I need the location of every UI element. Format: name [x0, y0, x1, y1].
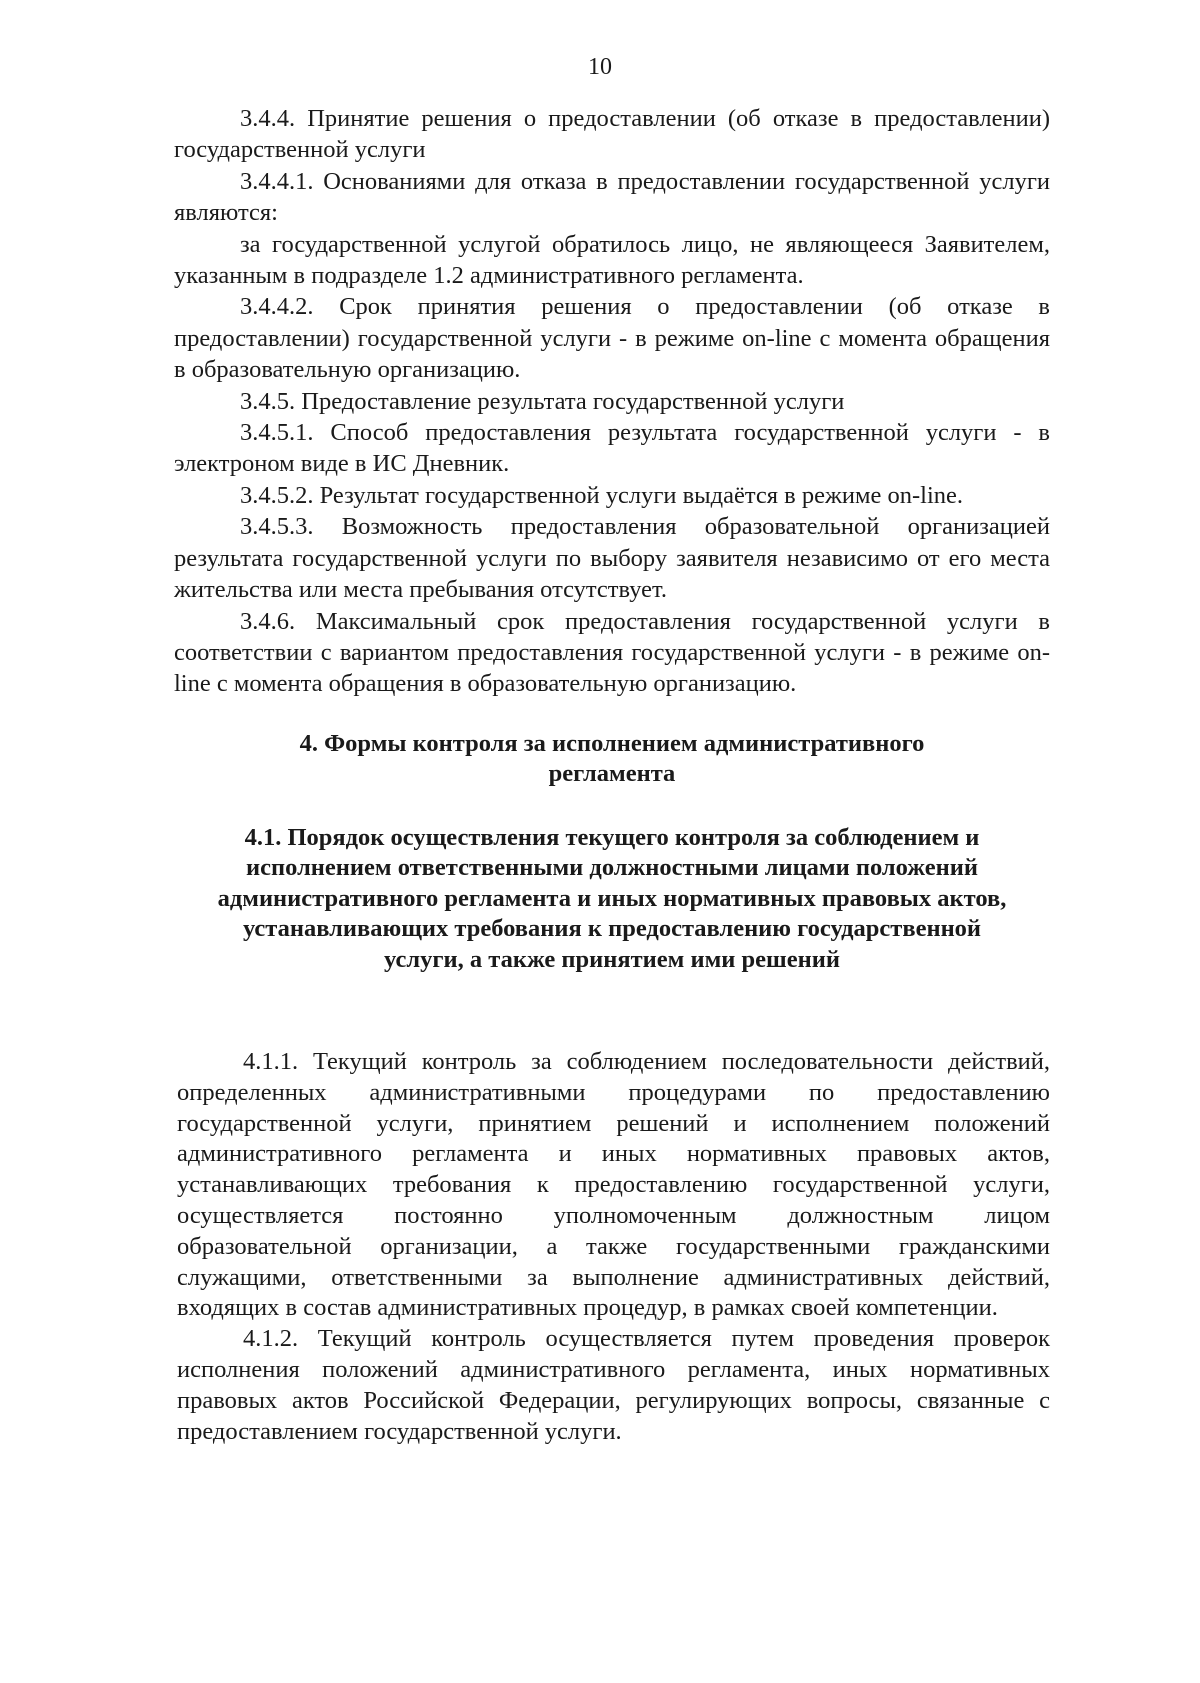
paragraph-refusal-ground: за государственной услугой обратилось лицо, не являющееся Заявителем, указанным в подразделе 1.2 административного регламента. — [174, 230, 1050, 290]
paragraph-4-1-2: 4.1.2. Текущий контроль осуществляется путем проведения проверок исполнения положений административного регламента, иных нормативных правовых актов Российской Федерации, регулирующих вопросы, связанные с предоставлением государственной услуги. — [177, 1325, 1050, 1445]
section-heading-line: исполнением ответственными должностными лицами положений — [246, 854, 978, 882]
document-body-top — [174, 103, 1050, 1005]
section-heading-4-1 — [174, 823, 1050, 976]
page-number: 10 — [588, 54, 612, 80]
paragraph-3-4-6: 3.4.6. Максимальный срок предоставления государственной услуги в соответствии с вариантом предоставления государственной услуги - в режиме on-line с момента обращения в образовательную организацию. — [174, 607, 1050, 698]
paragraph-3-4-4-2: 3.4.4.2. Срок принятия решения о предоставлении (об отказе в предоставлении) государственной услуги - в режиме on-line с момента обращения в образовательную организацию. — [174, 293, 1050, 384]
section-heading-line: услуги, а также принятием ими решений — [384, 945, 840, 973]
document-body-bottom — [177, 1047, 1050, 1447]
chapter-heading-4 — [174, 729, 1050, 789]
paragraph-3-4-5-1: 3.4.5.1. Способ предоставления результата государственной услуги - в электроном виде в ИС Дневник. — [174, 419, 1050, 478]
paragraph-4-1-1: 4.1.1. Текущий контроль за соблюдением последовательности действий, определенных административными процедурами по предоставлению государственной услуги, принятием решений и исполнением положений административного регламента и иных нормативных правовых актов, устанавливающих требования к предоставлению государственной услуги, осуществляется постоянно уполномоченным должностным лицом образовательной организации, а также государственными гражданскими служащими, ответственными за выполнение административных действий, входящих в состав административных процедур, в рамках своей компетенции. — [177, 1048, 1050, 1322]
section-heading-line: 4.1. Порядок осуществления текущего контроля за соблюдением и — [244, 823, 980, 851]
paragraph-3-4-4-1: 3.4.4.1. Основаниями для отказа в предоставлении государственной услуги являются: — [174, 167, 1050, 227]
section-heading-line: устанавливающих требования к предоставлению государственной — [242, 915, 982, 943]
section-heading-line: административного регламента и иных нормативных правовых актов, — [217, 884, 1007, 912]
paragraph-3-4-4: 3.4.4. Принятие решения о предоставлении (об отказе в предоставлении) государственной услуги — [174, 105, 1050, 164]
chapter-heading-line: регламента — [548, 759, 676, 787]
paragraph-3-4-5: 3.4.5. Предоставление результата государственной услуги — [240, 387, 845, 415]
paragraph-3-4-5-3: 3.4.5.3. Возможность предоставления образовательной организацией результата государственной услуги по выбору заявителя независимо от его места жительства или места пребывания отсутствует. — [174, 513, 1050, 604]
chapter-heading-line: 4. Формы контроля за исполнением административного — [299, 729, 925, 757]
paragraph-3-4-5-2: 3.4.5.2. Результат государственной услуги выдаётся в режиме on-line. — [240, 481, 964, 509]
